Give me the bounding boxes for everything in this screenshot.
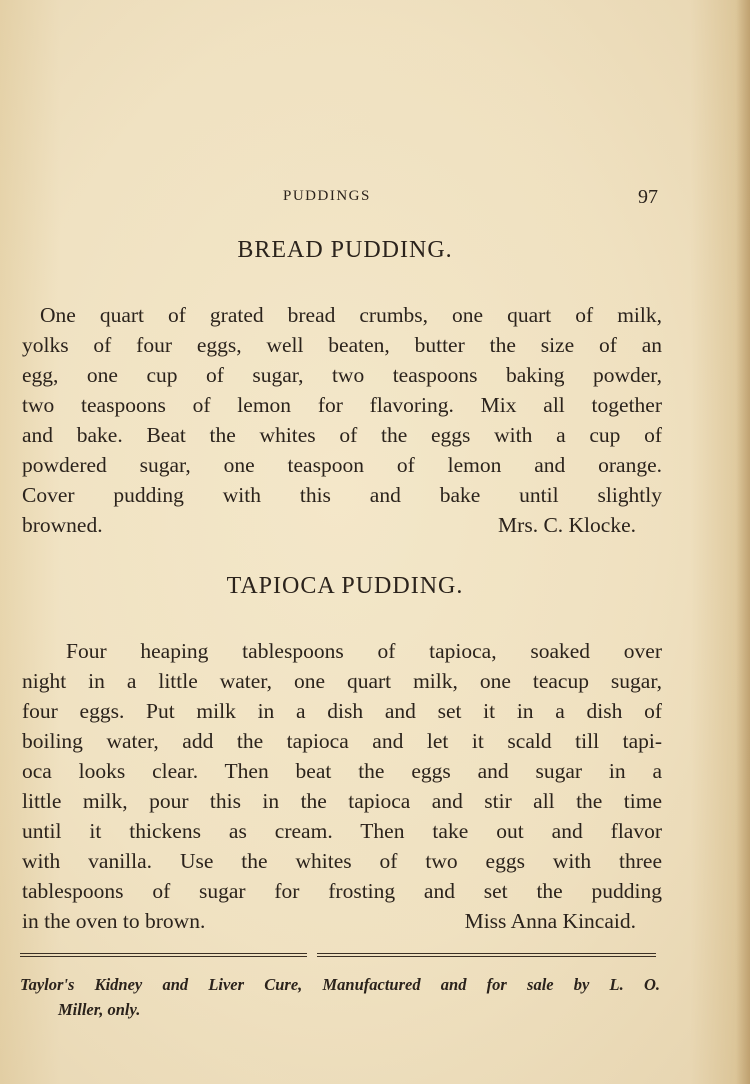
recipe-line: Four heaping tablespoons of tapioca, soaked over [66, 639, 662, 663]
running-head: PUDDINGS [283, 188, 371, 204]
recipe-line: night in a little water, one quart milk, one teacup sugar, [22, 669, 662, 693]
footer-rule-left [20, 953, 307, 957]
page-edge-shadow [736, 0, 750, 1084]
recipe-line: four eggs. Put milk in a dish and set it in a dish of [22, 699, 662, 723]
recipe-body-tapioca-pudding [22, 636, 662, 936]
footer-divider [20, 953, 656, 959]
recipe-last-line [22, 906, 662, 936]
recipe-line: boiling water, add the tapioca and let it scald till tapi- [22, 729, 662, 753]
recipe-line: little milk, pour this in the tapioca and stir all the time [22, 789, 662, 813]
recipe-line: yolks of four eggs, well beaten, butter the size of an [22, 333, 662, 357]
recipe-line: powdered sugar, one teaspoon of lemon and orange. [22, 453, 662, 477]
recipe-line: browned. [22, 513, 103, 537]
recipe-line: oca looks clear. Then beat the eggs and sugar in a [22, 759, 662, 783]
recipe-line: egg, one cup of sugar, two teaspoons baking powder, [22, 363, 662, 387]
recipe-title-tapioca-pudding: TAPIOCA PUDDING. [226, 573, 464, 599]
recipe-line: with vanilla. Use the whites of two eggs with three [22, 849, 662, 873]
footer-rule-right [317, 953, 656, 957]
advertisement-line: Taylor's Kidney and Liver Cure, Manufactured and for sale by L. O. [20, 975, 660, 994]
recipe-attribution: Mrs. C. Klocke. [498, 513, 636, 537]
page-header [0, 186, 750, 212]
recipe-line: two teaspoons of lemon for flavoring. Mix all together [22, 393, 662, 417]
advertisement-line: Miller, only. [58, 1000, 141, 1019]
recipe-line: and bake. Beat the whites of the eggs with a cup of [22, 423, 662, 447]
recipe-line: until it thickens as cream. Then take out and flavor [22, 819, 662, 843]
recipe-body-bread-pudding [22, 300, 662, 540]
recipe-line: tablespoons of sugar for frosting and set the pudding [22, 879, 662, 903]
advertisement-footer [20, 972, 660, 1022]
recipe-attribution: Miss Anna Kincaid. [464, 909, 636, 933]
recipe-line: in the oven to brown. [22, 909, 206, 933]
page-number: 97 [638, 186, 658, 208]
recipe-line: One quart of grated bread crumbs, one quart of milk, [40, 303, 662, 327]
recipe-title-bread-pudding: BREAD PUDDING. [237, 237, 453, 263]
recipe-line: Cover pudding with this and bake until slightly [22, 483, 662, 507]
recipe-last-line [22, 510, 662, 540]
